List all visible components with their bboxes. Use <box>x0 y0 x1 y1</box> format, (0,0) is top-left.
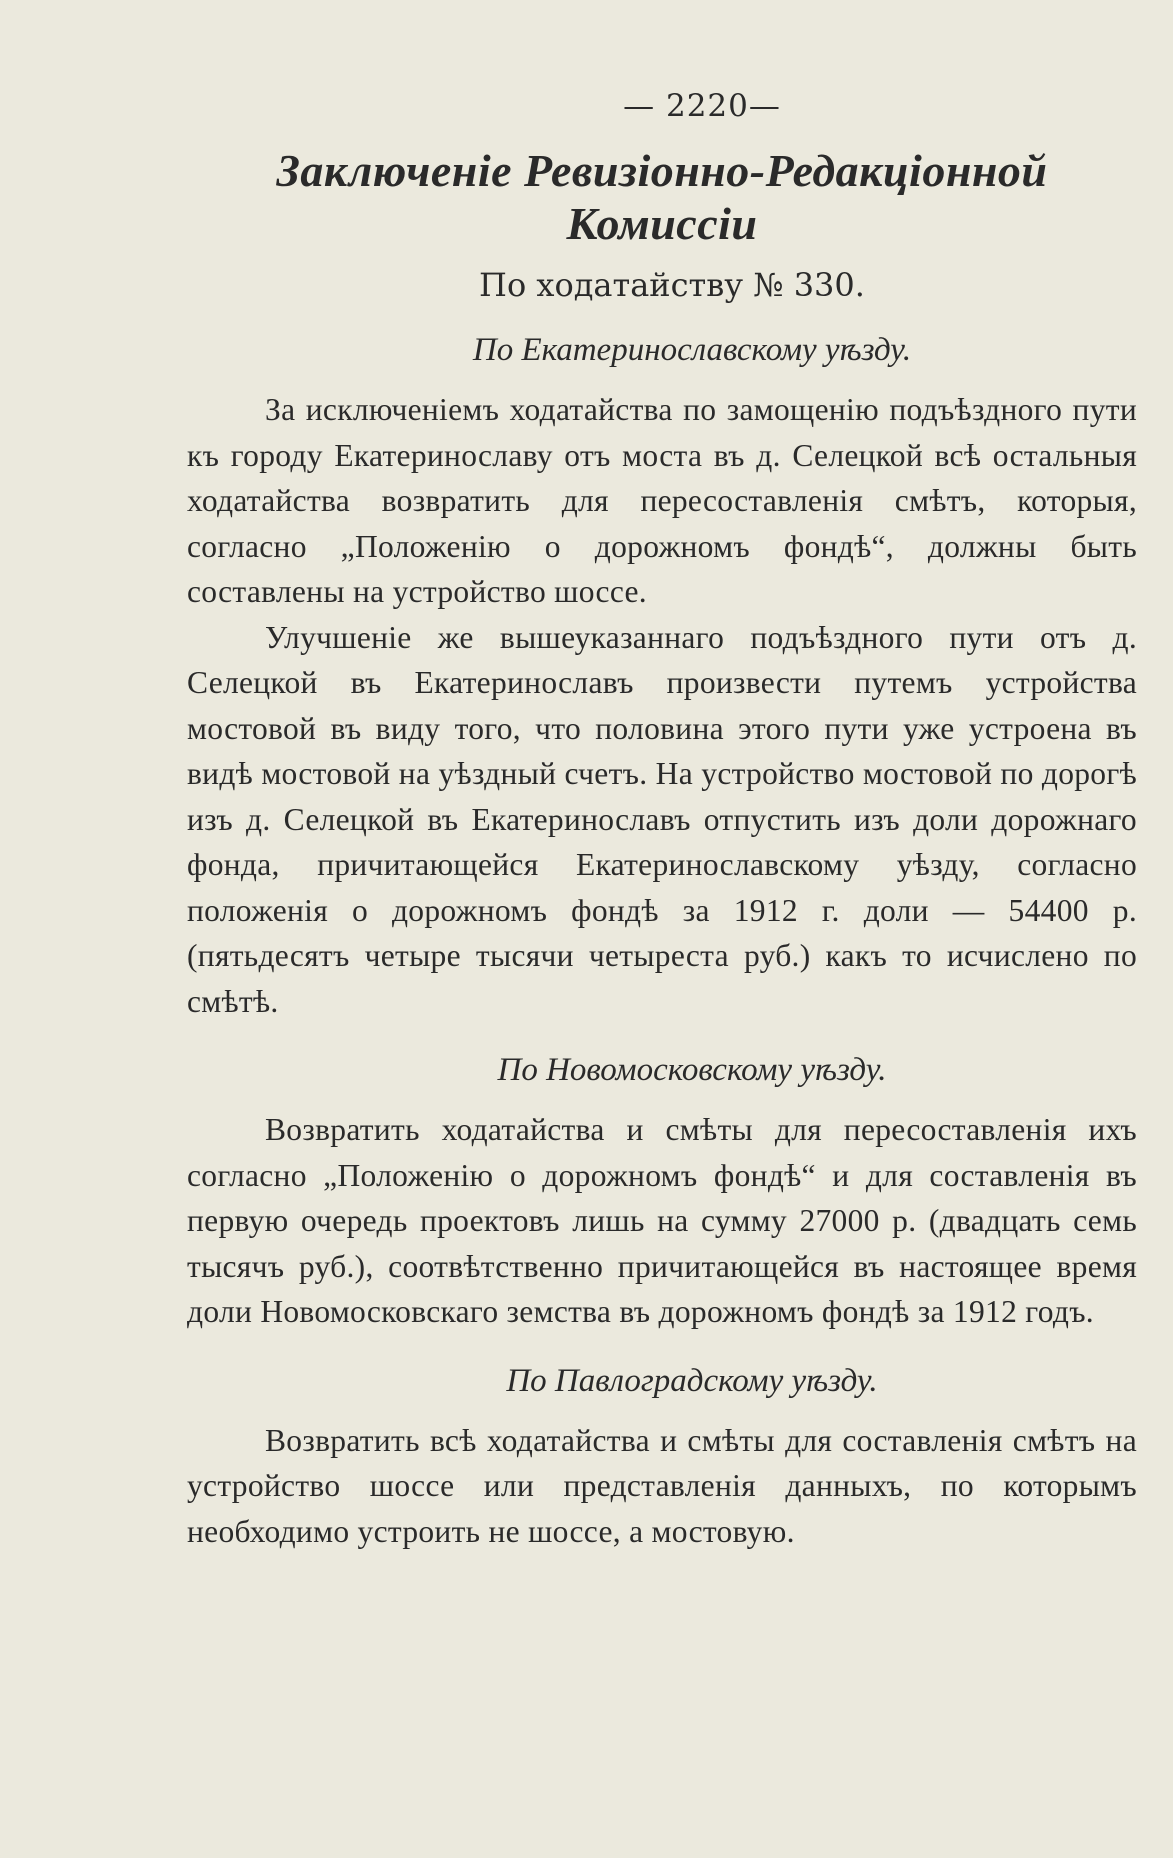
section-heading-ekaterinoslav: По Екатеринославскому уѣзду. <box>472 332 912 368</box>
petition-subtitle: По ходатайству № 330. <box>479 266 865 304</box>
paragraph: Возвратить ходатайства и смѣты для пересоставленія ихъ согласно „Положенію о дорожномъ фондѣ“ и для составленія въ первую очередь проектовъ лишь на сумму 27000 р. (двадцать семь тысячъ руб.), соотвѣтственно причитающейся въ настоящее время доли Новомосковскаго земства въ дорожномъ фондѣ за 1912 годъ. <box>187 1112 1137 1329</box>
section-heading-novomoskovsk: По Новомосковскому уѣзду. <box>497 1052 887 1088</box>
document-page <box>187 88 1137 1554</box>
paragraph: Улучшеніе же вышеуказаннаго подъѣздного пути отъ д. Селецкой въ Екатеринославъ произвести путемъ устройства мостовой въ виду того, что половина этого пути уже устроена въ видѣ мостовой на уѣздный счетъ. На устройство мостовой по дорогѣ изъ д. Селецкой въ Екатеринославъ отпустить изъ доли дорожнаго фонда, причитающейся Екатеринославскому уѣзду, согласно положенія о дорожномъ фондѣ за 1912 г. доли — 54400 р. (пятьдесятъ четыре тысячи четыреста руб.) какъ то исчислено по смѣтѣ. <box>187 619 1137 1019</box>
paragraph: Возвратить всѣ ходатайства и смѣты для составленія смѣтъ на устройство шоссе или представленія данныхъ, по которымъ необходимо устроить не шоссе, а мостовую. <box>187 1422 1137 1549</box>
document-title: Заключеніе Ревизіонно-Редакціонной Комиссіи <box>276 145 1048 249</box>
page-number: — 2220— <box>623 88 781 124</box>
paragraph: За исключеніемъ ходатайства по замощенію подъѣздного пути къ городу Екатеринославу отъ моста въ д. Селецкой всѣ остальныя ходатайства возвратить для пересоставленія смѣтъ, которыя, согласно „Положенію о дорожномъ фондѣ“, должны быть составлены на устройство шоссе. <box>187 392 1137 609</box>
section-heading-pavlograd: По Павлоградскому уѣзду. <box>506 1362 878 1399</box>
